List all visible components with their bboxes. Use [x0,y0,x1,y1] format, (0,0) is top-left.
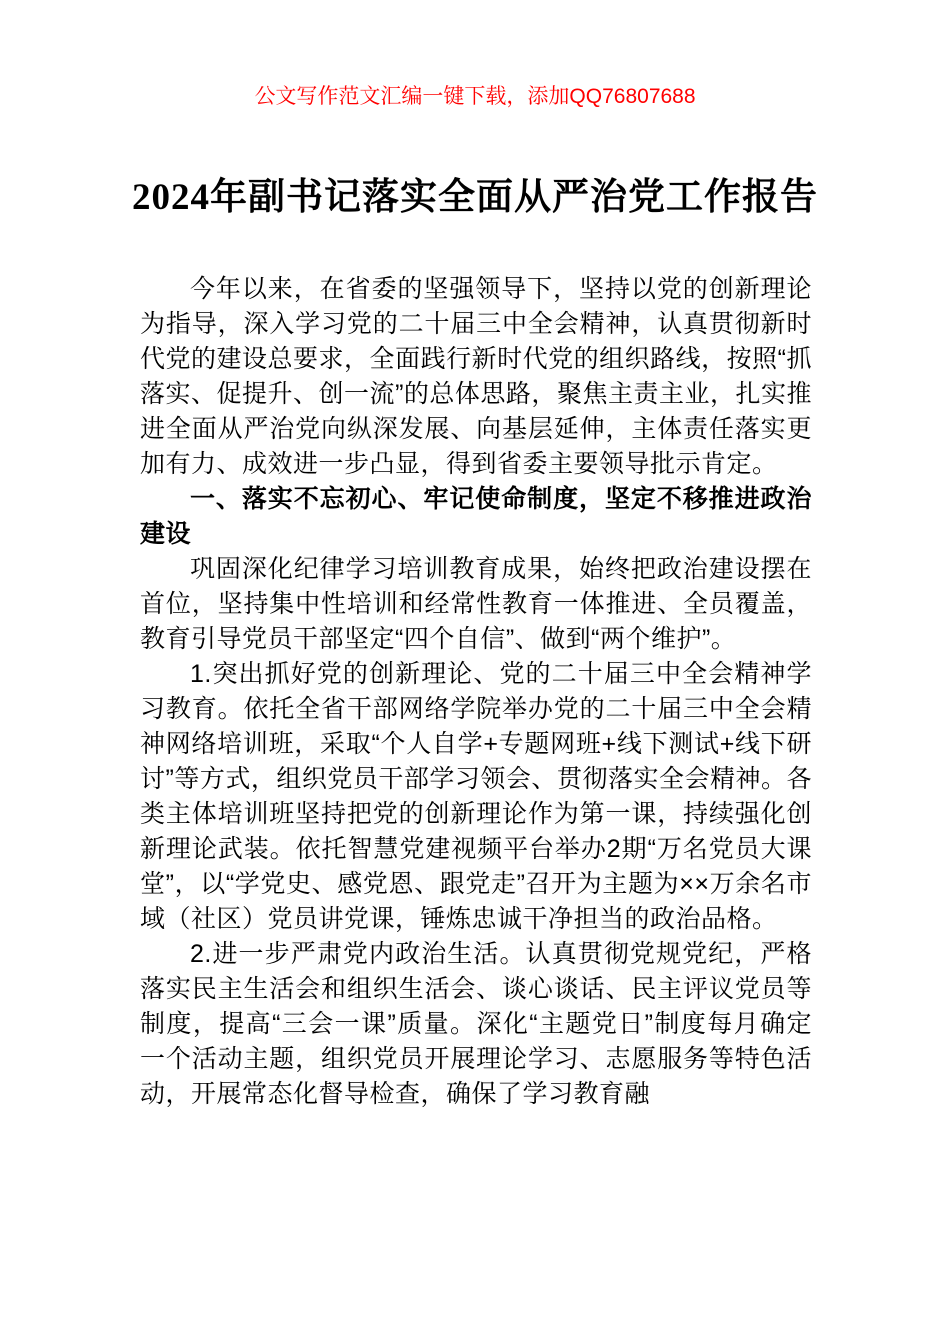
paragraph-point-1: 1.突出抓好党的创新理论、党的二十届三中全会精神学习教育。依托全省干部网络学院举办党的二十届三中全会精神网络培训班，采取“个人自学+专题网班+线下测试+线下研讨”等方式，组织党员干部学习领会、贯彻落实全会精神。各类主体培训班坚持把党的创新理论作为第一课，持续强化创新理论武装。依托智慧党建视频平台举办2期“万名党员大课堂”，以“学党史、感党恩、跟党走”召开为主题为××万余名市域（社区）党员讲党课，锤炼忠诚干净担当的政治品格。 [140,660,812,933]
document-body [140,272,812,1112]
paragraph-section-overview: 巩固深化纪律学习培训教育成果，始终把政治建设摆在首位，坚持集中性培训和经常性教育一体推进、全员覆盖，教育引导党员干部坚定“四个自信”、做到“两个维护”。 [140,555,812,653]
watermark-text: 公文写作范文汇编一键下载，添加QQ76807688 [254,85,696,108]
paragraph-point-2: 2.进一步严肃党内政治生活。认真贯彻党规党纪，严格落实民主生活会和组织生活会、谈心谈话、民主评议党员等制度，提高“三会一课”质量。深化“主题党日”制度每月确定一个活动主题，组织党员开展理论学习、志愿服务等特色活动，开展常态化督导检查，确保了学习教育融 [140,940,812,1108]
section-heading-1: 一、落实不忘初心、牢记使命制度，坚定不移推进政治建设 [140,485,812,548]
paragraph-intro: 今年以来，在省委的坚强领导下，坚持以党的创新理论为指导，深入学习党的二十届三中全会精神，认真贯彻新时代党的建设总要求，全面践行新时代党的组织路线，按照“抓落实、促提升、创一流”的总体思路，聚焦主责主业，扎实推进全面从严治党向纵深发展、向基层延伸，主体责任落实更加有力、成效进一步凸显，得到省委主要领导批示肯定。 [140,275,812,478]
document-title: 2024年副书记落实全面从严治党工作报告 [132,177,818,218]
